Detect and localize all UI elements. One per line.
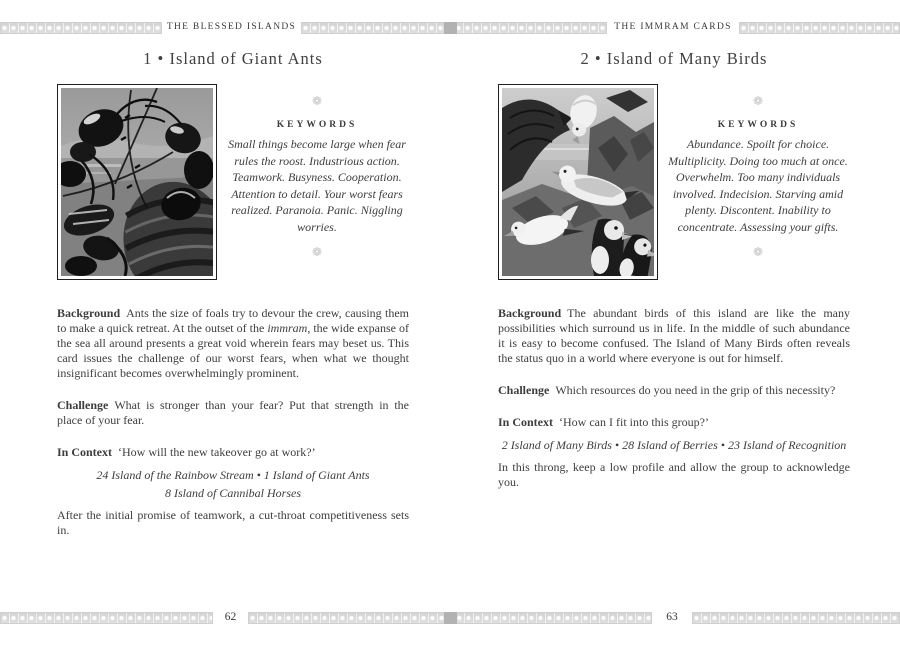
keywords-text: Abundance. Spoilt for choice. Multiplicity. Doing too much at once. Overwhelm. Too many individuals involved. Indecision. Starving amid plenty. Discontent. Inability to concentrate. Assessing your gifts.	[668, 137, 848, 234]
background-text: The abundant birds of this island are like the many possibilities which surround us in life. In the middle of such abundance it is easy to become confused. The Island of Many Birds often reveals the status quo in a world where everyone is out for himself.	[498, 306, 850, 365]
card-reference-lines	[498, 436, 850, 454]
keywords-text: Small things become large when fear rules the roost. Industrious action. Teamwork. Busyness. Cooperation. Attention to detail. Your worst fears realized. Paranoia. Panic. Niggling worries.	[228, 137, 406, 234]
rosette-ornament-icon: ❁	[311, 94, 323, 108]
running-head-left: THE BLESSED ISLANDS	[166, 22, 297, 32]
background-label: Background	[57, 306, 121, 320]
page-number-right: 63	[666, 611, 678, 623]
card-reference: 8 Island of Cannibal Horses	[164, 486, 301, 500]
card-reference: 24 Island of the Rainbow Stream • 1 Island of Giant Ants	[96, 468, 370, 482]
keywords-heading: KEYWORDS	[276, 120, 358, 130]
keywords-block	[666, 95, 850, 258]
running-head-right: THE IMMRAM CARDS	[614, 22, 732, 32]
card-description	[57, 306, 409, 538]
card-reference: 2 Island of Many Birds • 28 Island of Berries • 23 Island of Recognition	[501, 438, 847, 452]
challenge-paragraph	[498, 383, 850, 398]
in-context-label: In Context	[57, 445, 113, 459]
challenge-text: What is stronger than your fear? Put that strength in the place of your fear.	[57, 398, 409, 427]
page-right	[498, 0, 850, 652]
giant-ants-illustration	[61, 88, 213, 276]
in-context-answer: After the initial promise of teamwork, a cut-throat competitiveness sets in.	[57, 508, 409, 537]
background-paragraph	[57, 306, 409, 381]
background-paragraph	[498, 306, 850, 366]
background-label: Background	[498, 306, 562, 320]
in-context-answer: In this throng, keep a low profile and allow the group to acknowledge you.	[498, 460, 850, 489]
spine-mark-top	[444, 22, 457, 34]
footer-border-right	[692, 612, 900, 624]
card-description	[498, 306, 850, 490]
card-photo-frame	[57, 84, 217, 280]
card-title-2: 2 • Island of Many Birds	[580, 49, 768, 68]
challenge-label: Challenge	[57, 398, 109, 412]
many-birds-illustration	[502, 88, 654, 276]
challenge-text: Which resources do you need in the grip of this necessity?	[555, 383, 836, 397]
card-reference-lines	[57, 466, 409, 502]
keywords-heading: KEYWORDS	[717, 120, 799, 130]
rosette-ornament-icon: ❁	[752, 94, 764, 108]
in-context-paragraph	[57, 445, 409, 460]
card-photo-frame	[498, 84, 658, 280]
challenge-paragraph	[57, 398, 409, 428]
in-context-question: ‘How can I fit into this group?’	[559, 415, 709, 429]
in-context-question: ‘How will the new takeover go at work?’	[118, 445, 316, 459]
background-text: Ants the size of foals try to devour the crew, causing them to make a quick retreat. At the outset of the immram, the wide expanse of the sea all around presents a great void wherein fears may beset us. This card issues the challenge of our worst fears, when what we thought insignificant becomes overwhelmingly prominent.	[57, 306, 409, 380]
in-context-label: In Context	[498, 415, 554, 429]
rosette-ornament-icon: ❁	[752, 245, 764, 259]
rosette-ornament-icon: ❁	[311, 245, 323, 259]
page-number-left: 62	[224, 611, 237, 623]
keywords-block	[225, 95, 409, 258]
footer-border-left	[0, 612, 213, 624]
footer-border-center	[248, 612, 652, 624]
challenge-label: Challenge	[498, 383, 550, 397]
page-left	[57, 0, 409, 652]
in-context-paragraph	[498, 415, 850, 430]
spine-mark-bottom	[444, 612, 457, 624]
card-title-1: 1 • Island of Giant Ants	[143, 49, 323, 68]
